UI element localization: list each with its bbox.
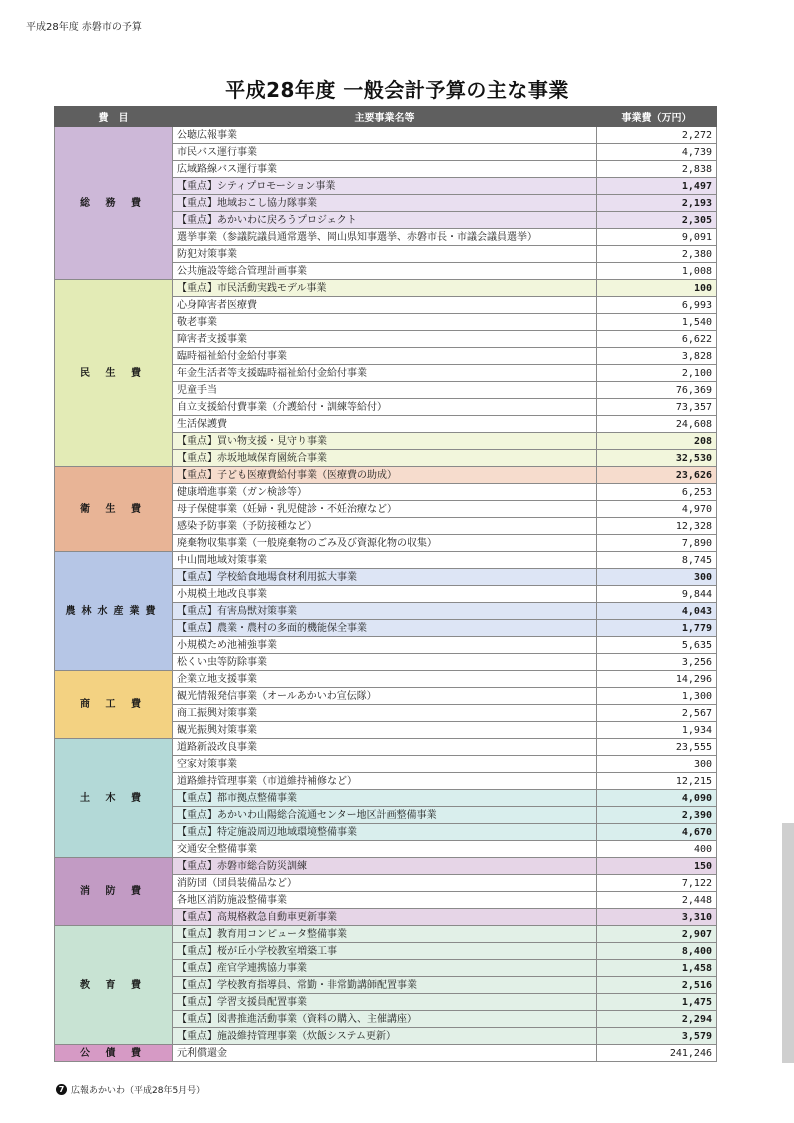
project-name-cell: 企業立地支援事業 — [173, 671, 597, 688]
project-name-cell: 【重点】赤坂地域保育園統合事業 — [173, 450, 597, 467]
project-name-cell: 各地区消防施設整備事業 — [173, 892, 597, 909]
project-name-cell: 観光情報発信事業（オールあかいわ宣伝隊） — [173, 688, 597, 705]
category-cell: 土 木 費 — [55, 739, 173, 858]
amount-cell: 12,328 — [597, 518, 717, 535]
project-name-cell: 【重点】シティプロモーション事業 — [173, 178, 597, 195]
project-name-cell: 元利償還金 — [173, 1045, 597, 1062]
table-header-row — [55, 107, 717, 127]
project-name-cell: 【重点】高規格救急自動車更新事業 — [173, 909, 597, 926]
project-name-cell: 【重点】産官学連携協力事業 — [173, 960, 597, 977]
project-name-cell: 【重点】教育用コンピュータ整備事業 — [173, 926, 597, 943]
amount-cell: 76,369 — [597, 382, 717, 399]
publication-name: 広報あかいわ（平成28年5月号） — [71, 1086, 206, 1096]
project-name-cell: 中山間地域対策事業 — [173, 552, 597, 569]
amount-cell: 4,670 — [597, 824, 717, 841]
amount-cell: 241,246 — [597, 1045, 717, 1062]
project-name-cell: 【重点】学校教育指導員、常勤・非常勤講師配置事業 — [173, 977, 597, 994]
table-row — [55, 127, 717, 144]
table-row — [55, 671, 717, 688]
page-title: 平成28年度 一般会計予算の主な事業 — [225, 78, 569, 102]
project-name-cell: 松くい虫等防除事業 — [173, 654, 597, 671]
project-name-cell: 【重点】図書推進活動事業（資料の購入、主催講座） — [173, 1011, 597, 1028]
amount-cell: 9,091 — [597, 229, 717, 246]
project-name-cell: 臨時福祉給付金給付事業 — [173, 348, 597, 365]
amount-cell: 12,215 — [597, 773, 717, 790]
amount-cell: 2,305 — [597, 212, 717, 229]
amount-cell: 23,626 — [597, 467, 717, 484]
amount-cell: 2,193 — [597, 195, 717, 212]
amount-cell: 14,296 — [597, 671, 717, 688]
amount-cell: 2,100 — [597, 365, 717, 382]
project-name-cell: 【重点】都市拠点整備事業 — [173, 790, 597, 807]
page-number-badge: 7 — [56, 1084, 67, 1095]
amount-cell: 4,739 — [597, 144, 717, 161]
category-cell: 教 育 費 — [55, 926, 173, 1045]
amount-cell: 2,272 — [597, 127, 717, 144]
project-name-cell: 小規模土地改良事業 — [173, 586, 597, 603]
amount-cell: 400 — [597, 841, 717, 858]
project-name-cell: 年金生活者等支援臨時福祉給付金給付事業 — [173, 365, 597, 382]
project-name-cell: 【重点】あかいわ山陽総合流通センター地区計画整備事業 — [173, 807, 597, 824]
project-name-cell: 自立支援給付費事業（介護給付・訓練等給付） — [173, 399, 597, 416]
project-name-cell: 【重点】有害鳥獣対策事業 — [173, 603, 597, 620]
category-cell: 農林水産業費 — [55, 552, 173, 671]
category-cell: 衛 生 費 — [55, 467, 173, 552]
category-cell: 商 工 費 — [55, 671, 173, 739]
project-name-cell: 【重点】施設維持管理事業（炊飯システム更新） — [173, 1028, 597, 1045]
table-row — [55, 858, 717, 875]
category-cell: 公 債 費 — [55, 1045, 173, 1062]
project-name-cell: 市民バス運行事業 — [173, 144, 597, 161]
amount-cell: 1,458 — [597, 960, 717, 977]
amount-cell: 3,310 — [597, 909, 717, 926]
table-row — [55, 280, 717, 297]
table-row — [55, 926, 717, 943]
amount-cell: 2,838 — [597, 161, 717, 178]
column-header-category: 費 目 — [55, 107, 173, 127]
amount-cell: 100 — [597, 280, 717, 297]
amount-cell: 150 — [597, 858, 717, 875]
amount-cell: 2,907 — [597, 926, 717, 943]
category-cell: 民 生 費 — [55, 280, 173, 467]
table-row — [55, 739, 717, 756]
project-name-cell: 障害者支援事業 — [173, 331, 597, 348]
project-name-cell: 心身障害者医療費 — [173, 297, 597, 314]
amount-cell: 2,390 — [597, 807, 717, 824]
amount-cell: 6,622 — [597, 331, 717, 348]
project-name-cell: 消防団（団員装備品など） — [173, 875, 597, 892]
project-name-cell: 商工振興対策事業 — [173, 705, 597, 722]
project-name-cell: 【重点】農業・農村の多面的機能保全事業 — [173, 620, 597, 637]
amount-cell: 3,256 — [597, 654, 717, 671]
project-name-cell: 生活保護費 — [173, 416, 597, 433]
amount-cell: 6,993 — [597, 297, 717, 314]
project-name-cell: 広域路線バス運行事業 — [173, 161, 597, 178]
table-row — [55, 467, 717, 484]
amount-cell: 300 — [597, 569, 717, 586]
amount-cell: 1,475 — [597, 994, 717, 1011]
amount-cell: 1,779 — [597, 620, 717, 637]
project-name-cell: 感染予防事業（予防接種など） — [173, 518, 597, 535]
table-row — [55, 552, 717, 569]
amount-cell: 1,934 — [597, 722, 717, 739]
project-name-cell: 【重点】市民活動実践モデル事業 — [173, 280, 597, 297]
budget-table — [54, 106, 717, 1062]
project-name-cell: 【重点】学校給食地場食材利用拡大事業 — [173, 569, 597, 586]
project-name-cell: 観光振興対策事業 — [173, 722, 597, 739]
project-name-cell: 道路維持管理事業（市道維持補修など） — [173, 773, 597, 790]
amount-cell: 3,828 — [597, 348, 717, 365]
project-name-cell: 【重点】桜が丘小学校教室増築工事 — [173, 943, 597, 960]
amount-cell: 8,400 — [597, 943, 717, 960]
amount-cell: 8,745 — [597, 552, 717, 569]
amount-cell: 7,890 — [597, 535, 717, 552]
budget-table-body — [55, 127, 717, 1062]
amount-cell: 9,844 — [597, 586, 717, 603]
project-name-cell: 道路新設改良事業 — [173, 739, 597, 756]
project-name-cell: 【重点】特定施設周辺地域環境整備事業 — [173, 824, 597, 841]
amount-cell: 2,448 — [597, 892, 717, 909]
amount-cell: 300 — [597, 756, 717, 773]
project-name-cell: 母子保健事業（妊婦・乳児健診・不妊治療など） — [173, 501, 597, 518]
category-cell: 総 務 費 — [55, 127, 173, 280]
amount-cell: 208 — [597, 433, 717, 450]
amount-cell: 2,516 — [597, 977, 717, 994]
amount-cell: 2,294 — [597, 1011, 717, 1028]
amount-cell: 1,300 — [597, 688, 717, 705]
amount-cell: 2,567 — [597, 705, 717, 722]
amount-cell: 6,253 — [597, 484, 717, 501]
project-name-cell: 【重点】子ども医療費給付事業（医療費の助成） — [173, 467, 597, 484]
project-name-cell: 【重点】買い物支援・見守り事業 — [173, 433, 597, 450]
project-name-cell: 空家対策事業 — [173, 756, 597, 773]
project-name-cell: 【重点】学習支援員配置事業 — [173, 994, 597, 1011]
amount-cell: 32,530 — [597, 450, 717, 467]
project-name-cell: 防犯対策事業 — [173, 246, 597, 263]
project-name-cell: 【重点】赤磐市総合防災訓練 — [173, 858, 597, 875]
amount-cell: 4,970 — [597, 501, 717, 518]
project-name-cell: 廃棄物収集事業（一般廃棄物のごみ及び資源化物の収集） — [173, 535, 597, 552]
amount-cell: 73,357 — [597, 399, 717, 416]
amount-cell: 1,497 — [597, 178, 717, 195]
project-name-cell: 選挙事業（参議院議員通常選挙、岡山県知事選挙、赤磐市長・市議会議員選挙） — [173, 229, 597, 246]
project-name-cell: 公共施設等総合管理計画事業 — [173, 263, 597, 280]
amount-cell: 7,122 — [597, 875, 717, 892]
project-name-cell: 小規模ため池補強事業 — [173, 637, 597, 654]
page-footer — [56, 1083, 205, 1096]
project-name-cell: 児童手当 — [173, 382, 597, 399]
project-name-cell: 交通安全整備事業 — [173, 841, 597, 858]
amount-cell: 4,043 — [597, 603, 717, 620]
project-name-cell: 公聴広報事業 — [173, 127, 597, 144]
project-name-cell: 【重点】地域おこし協力隊事業 — [173, 195, 597, 212]
project-name-cell: 健康増進事業（ガン検診等） — [173, 484, 597, 501]
amount-cell: 5,635 — [597, 637, 717, 654]
page-header-label: 平成28年度 赤磐市の予算 — [26, 22, 142, 33]
amount-cell: 1,540 — [597, 314, 717, 331]
page-edge-bar — [782, 823, 794, 1063]
amount-cell: 4,090 — [597, 790, 717, 807]
amount-cell: 2,380 — [597, 246, 717, 263]
amount-cell: 3,579 — [597, 1028, 717, 1045]
project-name-cell: 【重点】あかいわに戻ろうプロジェクト — [173, 212, 597, 229]
amount-cell: 1,008 — [597, 263, 717, 280]
table-row — [55, 1045, 717, 1062]
amount-cell: 24,608 — [597, 416, 717, 433]
column-header-amount: 事業費（万円） — [597, 107, 717, 127]
category-cell: 消 防 費 — [55, 858, 173, 926]
project-name-cell: 敬老事業 — [173, 314, 597, 331]
amount-cell: 23,555 — [597, 739, 717, 756]
column-header-project: 主要事業名等 — [173, 107, 597, 127]
